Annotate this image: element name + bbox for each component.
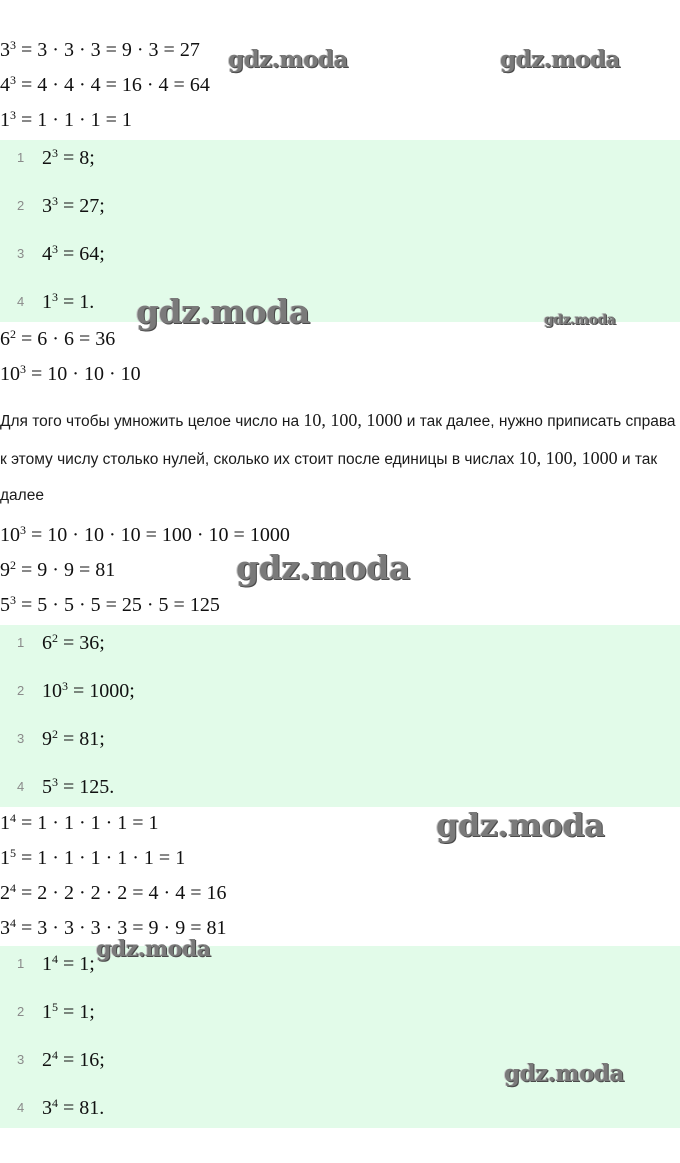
watermark: gdz.moda — [544, 312, 616, 328]
equation-line — [0, 35, 200, 65]
watermark: gdz.moda — [236, 548, 410, 587]
equation-line — [0, 808, 159, 838]
equation-line — [0, 555, 115, 585]
answer-item — [0, 676, 680, 706]
eq-exponent: 3 — [20, 362, 26, 376]
ans-rest: = 1000; — [68, 680, 135, 702]
ans-rest: = 27; — [58, 195, 105, 217]
eq-exponent: 4 — [10, 881, 16, 895]
answer-number: 2 — [17, 683, 25, 698]
ans-base: 1 — [42, 1001, 52, 1023]
eq-exponent: 3 — [10, 593, 16, 607]
answer-item — [0, 997, 680, 1027]
ans-exponent: 3 — [52, 290, 58, 304]
ans-exponent: 5 — [52, 1000, 58, 1014]
answer-expression — [42, 1093, 104, 1123]
eq-rest: = 1 · 1 · 1 · 1 · 1 = 1 — [16, 847, 186, 869]
answer-expression — [42, 1045, 105, 1075]
equation-line — [0, 843, 185, 873]
ans-exponent: 4 — [52, 1096, 58, 1110]
watermark: gdz.moda — [436, 806, 605, 844]
paragraph-text: и так далее — [0, 451, 658, 504]
answer-number: 2 — [17, 1004, 25, 1019]
answer-number: 3 — [17, 246, 25, 261]
ans-rest: = 1. — [58, 291, 95, 313]
answer-number: 4 — [17, 294, 25, 309]
answer-expression — [42, 724, 105, 754]
eq-base: 5 — [0, 594, 10, 616]
ans-rest: = 1; — [58, 1001, 95, 1023]
ans-exponent: 3 — [52, 775, 58, 789]
eq-exponent: 3 — [10, 108, 16, 122]
paragraph-text: Для того чтобы умножить целое число на — [0, 413, 304, 430]
eq-base: 3 — [0, 39, 10, 61]
answer-list — [0, 946, 680, 1128]
explanation-paragraph — [0, 402, 676, 514]
eq-base: 4 — [0, 74, 10, 96]
answer-expression — [42, 287, 94, 317]
eq-rest: = 2 · 2 · 2 · 2 = 4 · 4 = 16 — [16, 882, 227, 904]
answer-expression — [42, 772, 114, 802]
eq-rest: = 5 · 5 · 5 = 25 · 5 = 125 — [16, 594, 220, 616]
answer-item — [0, 1093, 680, 1123]
answer-number: 3 — [17, 731, 25, 746]
ans-rest: = 8; — [58, 147, 95, 169]
equation-line — [0, 324, 115, 354]
ans-base: 3 — [42, 1097, 52, 1119]
paragraph-math: 10, 100, 1000 — [303, 410, 403, 430]
answer-expression — [42, 949, 95, 979]
answer-item — [0, 239, 680, 269]
eq-base: 10 — [0, 363, 20, 385]
answer-number: 1 — [17, 635, 25, 650]
answer-list — [0, 625, 680, 807]
equation-line — [0, 878, 226, 908]
ans-exponent: 3 — [52, 242, 58, 256]
paragraph-math: 10, 100, 1000 — [518, 448, 618, 468]
answer-number: 4 — [17, 1100, 25, 1115]
eq-rest: = 10 · 10 · 10 — [26, 363, 141, 385]
eq-exponent: 4 — [10, 916, 16, 930]
eq-base: 3 — [0, 917, 10, 939]
eq-rest: = 10 · 10 · 10 = 100 · 10 = 1000 — [26, 524, 290, 546]
answer-item — [0, 191, 680, 221]
answer-number: 1 — [17, 150, 25, 165]
watermark: gdz.moda — [500, 46, 620, 73]
ans-base: 10 — [42, 680, 62, 702]
eq-rest: = 9 · 9 = 81 — [16, 559, 116, 581]
eq-base: 1 — [0, 109, 10, 131]
answer-number: 2 — [17, 198, 25, 213]
ans-base: 2 — [42, 147, 52, 169]
ans-rest: = 125. — [58, 776, 115, 798]
ans-rest: = 64; — [58, 243, 105, 265]
answer-number: 4 — [17, 779, 25, 794]
eq-exponent: 3 — [10, 38, 16, 52]
answer-expression — [42, 676, 135, 706]
ans-exponent: 2 — [52, 727, 58, 741]
ans-exponent: 4 — [52, 952, 58, 966]
ans-base: 3 — [42, 195, 52, 217]
equation-line — [0, 590, 220, 620]
eq-exponent: 3 — [20, 523, 26, 537]
eq-rest: = 4 · 4 · 4 = 16 · 4 = 64 — [16, 74, 210, 96]
equation-line — [0, 105, 132, 135]
ans-exponent: 4 — [52, 1048, 58, 1062]
eq-rest: = 3 · 3 · 3 · 3 = 9 · 9 = 81 — [16, 917, 227, 939]
ans-rest: = 81; — [58, 728, 105, 750]
ans-exponent: 3 — [52, 146, 58, 160]
ans-base: 2 — [42, 1049, 52, 1071]
answer-expression — [42, 997, 95, 1027]
watermark: gdz.moda — [504, 1060, 624, 1087]
eq-exponent: 2 — [10, 558, 16, 572]
eq-rest: = 3 · 3 · 3 = 9 · 3 = 27 — [16, 39, 200, 61]
ans-exponent: 3 — [52, 194, 58, 208]
answer-expression — [42, 628, 105, 658]
answer-expression — [42, 143, 95, 173]
ans-base: 4 — [42, 243, 52, 265]
answer-number: 1 — [17, 956, 25, 971]
answer-expression — [42, 239, 105, 269]
ans-base: 1 — [42, 291, 52, 313]
answer-number: 3 — [17, 1052, 25, 1067]
ans-rest: = 81. — [58, 1097, 105, 1119]
equation-line — [0, 70, 210, 100]
ans-base: 1 — [42, 953, 52, 975]
eq-exponent: 5 — [10, 846, 16, 860]
ans-rest: = 1; — [58, 953, 95, 975]
watermark: gdz.moda — [136, 292, 310, 331]
ans-exponent: 3 — [62, 679, 68, 693]
equation-line — [0, 359, 141, 389]
eq-base: 6 — [0, 328, 10, 350]
watermark: gdz.moda — [96, 936, 211, 962]
eq-exponent: 4 — [10, 811, 16, 825]
eq-exponent: 2 — [10, 327, 16, 341]
eq-exponent: 3 — [10, 73, 16, 87]
ans-base: 5 — [42, 776, 52, 798]
answer-item — [0, 772, 680, 802]
eq-base: 2 — [0, 882, 10, 904]
ans-rest: = 36; — [58, 632, 105, 654]
eq-base: 1 — [0, 847, 10, 869]
eq-base: 9 — [0, 559, 10, 581]
eq-base: 1 — [0, 812, 10, 834]
ans-exponent: 2 — [52, 631, 58, 645]
watermark: gdz.moda — [228, 46, 348, 73]
equation-line — [0, 520, 290, 550]
ans-base: 9 — [42, 728, 52, 750]
answer-item — [0, 628, 680, 658]
answer-item — [0, 143, 680, 173]
paragraph-text: и так далее, нужно приписать справа к этому числу столько нулей, сколько их стоит после единицы в числах — [0, 413, 676, 468]
answer-list — [0, 140, 680, 322]
answer-item — [0, 724, 680, 754]
eq-rest: = 1 · 1 · 1 · 1 = 1 — [16, 812, 159, 834]
eq-rest: = 1 · 1 · 1 = 1 — [16, 109, 132, 131]
ans-rest: = 16; — [58, 1049, 105, 1071]
eq-rest: = 6 · 6 = 36 — [16, 328, 116, 350]
ans-base: 6 — [42, 632, 52, 654]
eq-base: 10 — [0, 524, 20, 546]
answer-expression — [42, 191, 105, 221]
